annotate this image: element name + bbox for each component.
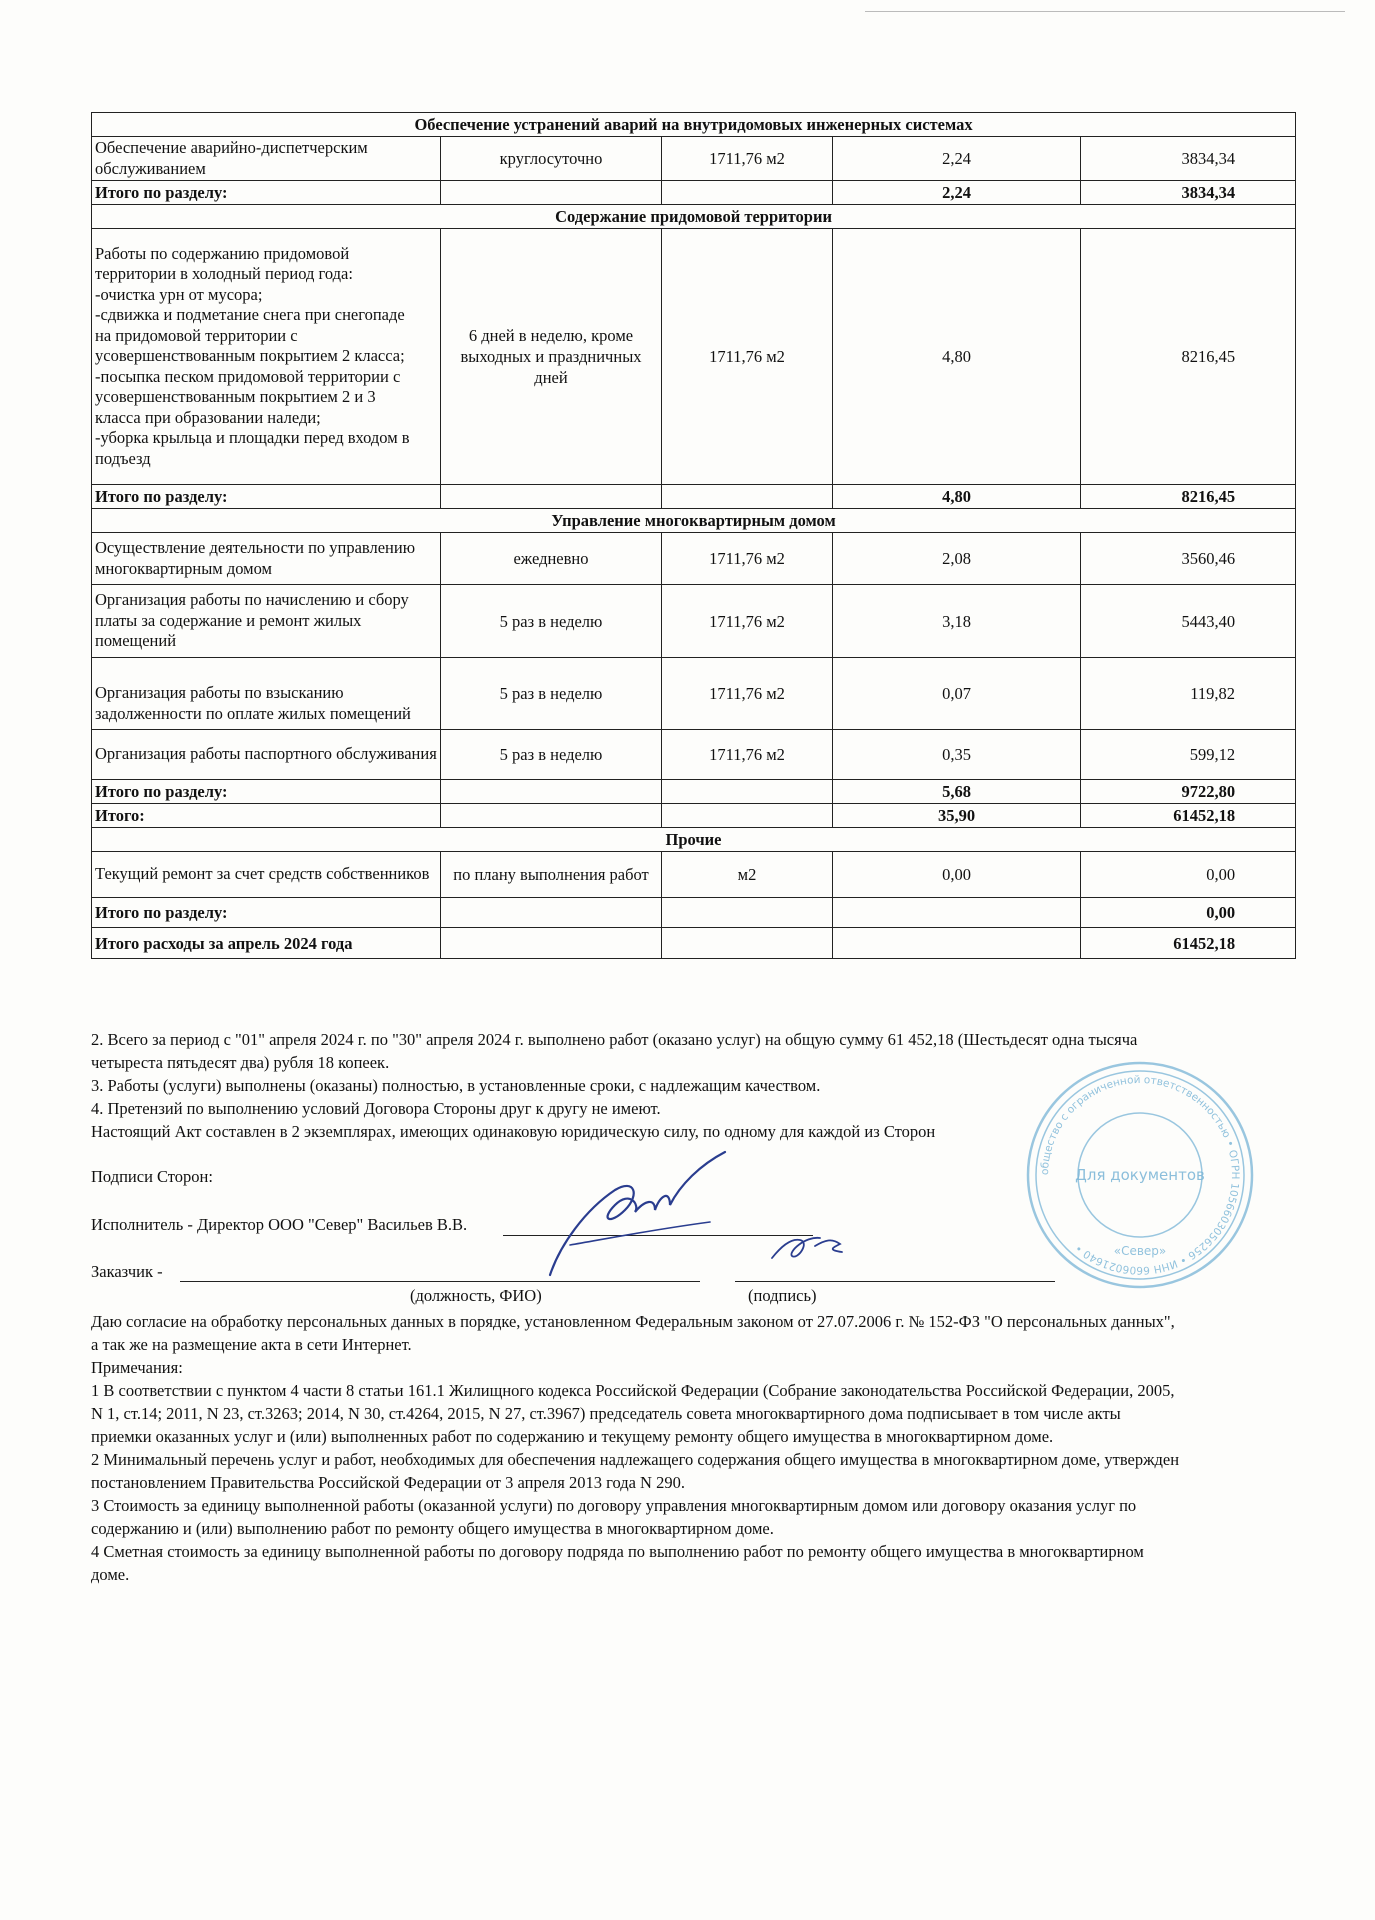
stamp-icon <box>1020 1055 1260 1295</box>
customer-signature-icon <box>770 1228 850 1268</box>
note-1-cont: N 1, ст.14; 2011, N 23, ст.3263; 2014, N 30, ст.4264, 2015, N 27, ст.3967) председатель совета многоквартирного дома подписывает в том числе акты <box>91 1404 1121 1423</box>
total-label: Итого по разделу: <box>92 898 441 928</box>
section-title: Управление многоквартирным домом <box>92 509 1296 533</box>
table-row <box>92 585 1296 658</box>
work-rate: 3,18 <box>833 585 1081 658</box>
note-4: 4 Сметная стоимость за единицу выполненной работы по договору подряда по выполнению работ по ремонту общего имущества в многоквартирном <box>91 1542 1144 1561</box>
work-sum: 119,82 <box>1081 658 1296 730</box>
note-1: 1 В соответствии с пунктом 4 части 8 статьи 161.1 Жилищного кодекса Российской Федерации (Собрание законодательства Российской Федерации, 2005, <box>91 1381 1175 1400</box>
notes-block <box>91 1310 1291 1586</box>
expenses-label: Итого расходы за апрель 2024 года <box>92 928 441 959</box>
customer-label: Заказчик - <box>91 1262 163 1281</box>
work-name: Текущий ремонт за счет средств собственников <box>92 852 441 898</box>
total-label: Итого по разделу: <box>92 780 441 804</box>
section-header-row <box>92 205 1296 229</box>
work-name: Организация работы паспортного обслуживания <box>92 730 441 780</box>
total-rate: 5,68 <box>833 780 1081 804</box>
section-title: Содержание придомовой территории <box>92 205 1296 229</box>
work-sum: 8216,45 <box>1081 229 1296 485</box>
section-total-row <box>92 780 1296 804</box>
grand-total-rate: 35,90 <box>833 804 1081 828</box>
work-area: 1711,76 м2 <box>662 229 833 485</box>
work-rate: 0,07 <box>833 658 1081 730</box>
work-name: Организация работы по начислению и сбору платы за содержание и ремонт жилых помещений <box>92 585 441 658</box>
customer-signature-line <box>735 1281 1055 1282</box>
table-row <box>92 852 1296 898</box>
section-header-row <box>92 509 1296 533</box>
executor-line: Исполнитель - Директор ООО "Север" Васильев В.В. <box>91 1215 468 1234</box>
work-area: м2 <box>662 852 833 898</box>
total-label: Итого по разделу: <box>92 485 441 509</box>
work-rate: 0,35 <box>833 730 1081 780</box>
work-name: Осуществление деятельности по управлению многоквартирным домом <box>92 533 441 585</box>
grand-total-label: Итого: <box>92 804 441 828</box>
signatures-heading: Подписи Сторон: <box>91 1167 213 1186</box>
section-title: Прочие <box>92 828 1296 852</box>
work-name: Работы по содержанию придомовой территории в холодный период года: -очистка урн от мусора; -сдвижка и подметание снега при снегопаде на придомовой территории с усовершенствованным покрытием 2 класса; -посыпка песком придомовой территории с усовершенствованным покрытием 2 и 3 класса при образовании наледи; -уборка крыльца и площадки перед входом в подъезд <box>92 229 441 485</box>
total-sum: 0,00 <box>1081 898 1296 928</box>
paragraph-2: 2. Всего за период с "01" апреля 2024 г. по "30" апреля 2024 г. выполнено работ (оказано услуг) на общую сумму 61 452,18 (Шестьдесят одна тысяча <box>91 1030 1138 1049</box>
table-row <box>92 533 1296 585</box>
consent-text-cont: а так же на размещение акта в сети Интернет. <box>91 1335 412 1354</box>
work-period: 5 раз в неделю <box>441 585 662 658</box>
section-header-row <box>92 113 1296 137</box>
expenses-total-row <box>92 928 1296 959</box>
total-rate: 2,24 <box>833 181 1081 205</box>
work-rate: 0,00 <box>833 852 1081 898</box>
stamp-bottom-text: «Север» <box>1113 1244 1167 1258</box>
work-period: 5 раз в неделю <box>441 658 662 730</box>
total-sum: 9722,80 <box>1081 780 1296 804</box>
work-name: Обеспечение аварийно-диспетчерским обслуживанием <box>92 137 441 181</box>
work-period: 6 дней в неделю, кроме выходных и праздничных дней <box>441 229 662 485</box>
grand-total-row <box>92 804 1296 828</box>
stamp-ring-text: общество с ограниченной ответственностью • ОГРН 1056603056256 • ИНН 6606021640 • <box>1038 1073 1242 1277</box>
work-period: ежедневно <box>441 533 662 585</box>
note-2-cont: постановлением Правительства Российской Федерации от 3 апреля 2013 года N 290. <box>91 1473 685 1492</box>
signature-caption: (подпись) <box>748 1286 817 1305</box>
signature-icon <box>530 1150 730 1280</box>
work-rate: 2,08 <box>833 533 1081 585</box>
note-1-cont: приемки оказанных услуг и (или) выполненных работ по содержанию и текущему ремонту общего имущества в многоквартирном доме. <box>91 1427 1054 1446</box>
work-area: 1711,76 м2 <box>662 658 833 730</box>
customer-position-line <box>180 1281 700 1282</box>
table-row <box>92 229 1296 485</box>
paragraph-3: 3. Работы (услуги) выполнены (оказаны) полностью, в установленные сроки, с надлежащим качеством. <box>91 1076 821 1095</box>
total-sum: 3834,34 <box>1081 181 1296 205</box>
work-area: 1711,76 м2 <box>662 585 833 658</box>
work-period: по плану выполнения работ <box>441 852 662 898</box>
grand-total-sum: 61452,18 <box>1081 804 1296 828</box>
work-area: 1711,76 м2 <box>662 730 833 780</box>
note-2: 2 Минимальный перечень услуг и работ, необходимых для обеспечения надлежащего содержания общего имущества в многоквартирном доме, утвержден <box>91 1450 1180 1469</box>
total-rate: 4,80 <box>833 485 1081 509</box>
total-label: Итого по разделу: <box>92 181 441 205</box>
paragraph-copies: Настоящий Акт составлен в 2 экземплярах, имеющих одинаковую юридическую силу, по одному для каждой из Сторон <box>91 1122 936 1141</box>
work-sum: 599,12 <box>1081 730 1296 780</box>
total-sum: 8216,45 <box>1081 485 1296 509</box>
note-4-cont: доме. <box>91 1565 130 1584</box>
scan-edge-line <box>865 11 1345 12</box>
table-row <box>92 658 1296 730</box>
work-period: 5 раз в неделю <box>441 730 662 780</box>
work-sum: 3560,46 <box>1081 533 1296 585</box>
expenses-sum: 61452,18 <box>1081 928 1296 959</box>
section-header-row <box>92 828 1296 852</box>
notes-title: Примечания: <box>91 1358 183 1377</box>
work-sum: 3834,34 <box>1081 137 1296 181</box>
work-rate: 4,80 <box>833 229 1081 485</box>
note-3-cont: содержанию и (или) выполнению работ по ремонту общего имущества в многоквартирном доме. <box>91 1519 774 1538</box>
services-table <box>91 112 1296 959</box>
work-area: 1711,76 м2 <box>662 533 833 585</box>
work-period: круглосуточно <box>441 137 662 181</box>
section-total-row <box>92 485 1296 509</box>
paragraph-4: 4. Претензий по выполнению условий Договора Стороны друг к другу не имеют. <box>91 1099 661 1118</box>
section-total-row <box>92 898 1296 928</box>
work-sum: 0,00 <box>1081 852 1296 898</box>
work-name: Организация работы по взысканию задолженности по оплате жилых помещений <box>92 658 441 730</box>
work-area: 1711,76 м2 <box>662 137 833 181</box>
table-row <box>92 137 1296 181</box>
table-row <box>92 730 1296 780</box>
position-caption: (должность, ФИО) <box>410 1286 542 1305</box>
work-rate: 2,24 <box>833 137 1081 181</box>
note-3: 3 Стоимость за единицу выполненной работы (оказанной услуги) по договору управления многоквартирным домом или договору оказания услуг по <box>91 1496 1137 1515</box>
section-title: Обеспечение устранений аварий на внутридомовых инженерных системах <box>92 113 1296 137</box>
consent-text: Даю согласие на обработку персональных данных в порядке, установленном Федеральным законом от 27.07.2006 г. № 152-ФЗ "О персональных данных", <box>91 1312 1175 1331</box>
section-total-row <box>92 181 1296 205</box>
paragraph-2-cont: четыреста пятьдесят два) рубля 18 копеек. <box>91 1053 390 1072</box>
work-sum: 5443,40 <box>1081 585 1296 658</box>
stamp-center-text: Для документов <box>1075 1166 1205 1184</box>
